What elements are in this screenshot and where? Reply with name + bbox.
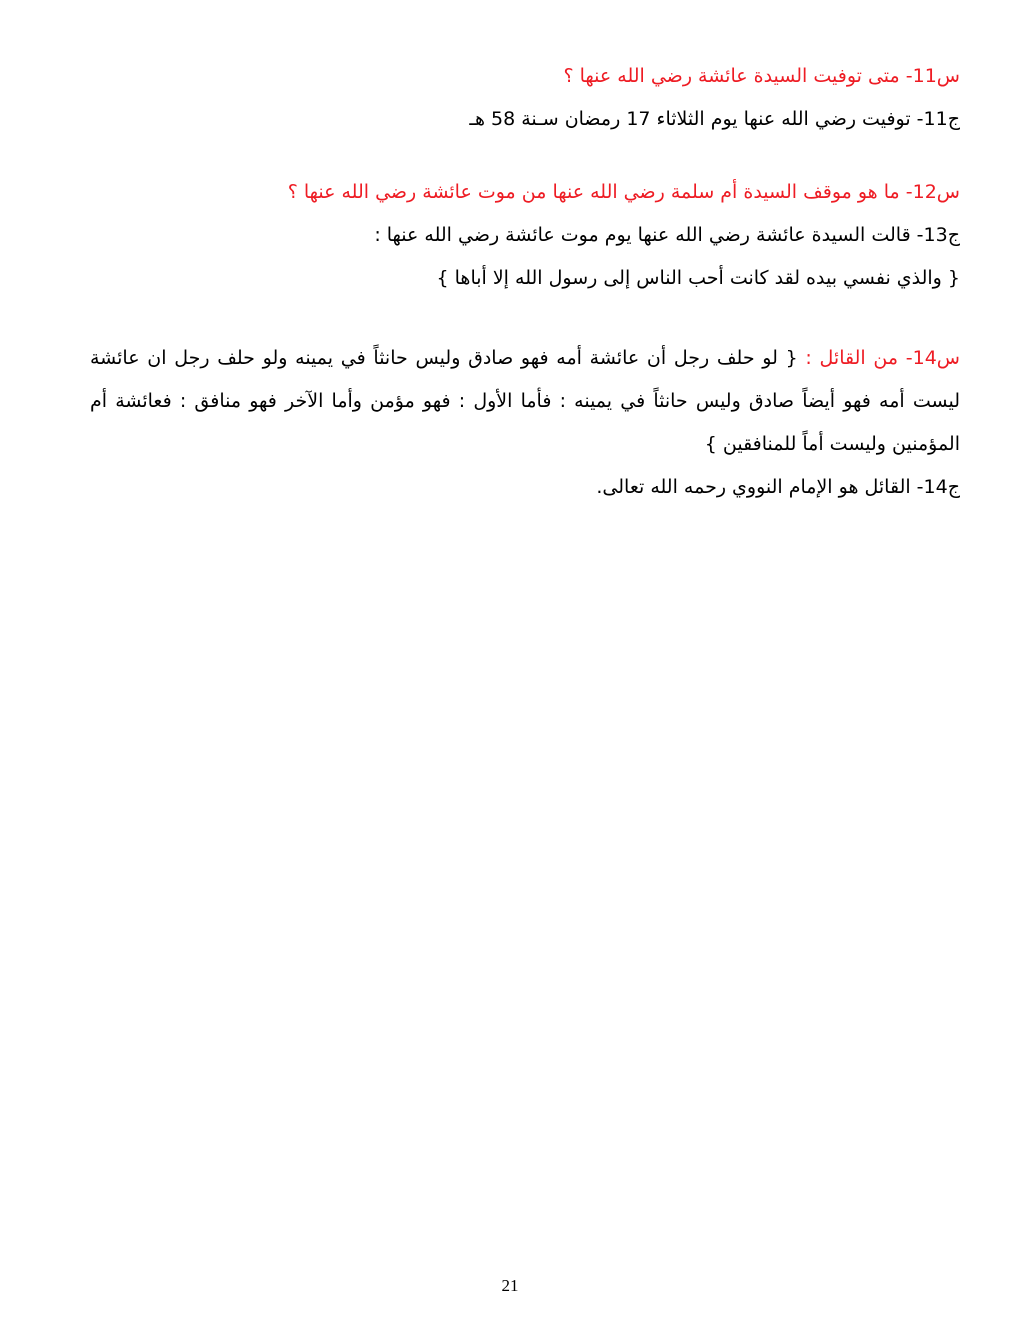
question-14-label: س14- من القائل : <box>805 347 960 369</box>
question-14-quote: { لو حلف رجل أن عائشة أمه فهو صادق وليس حانثاً في يمينه ولو حلف رجل ان عائشة ليست أمه فهو أيضاً صادق وليس حانثاً في يمينه : فأما الأول : فهو مؤمن وأما الآخر فهو منافق : فعائشة أم المؤمنين وليست أماً للمنافقين } <box>90 347 960 455</box>
page-number: 21 <box>501 1276 519 1295</box>
question-12: س12- ما هو موقف السيدة أم سلمة رضي الله عنها من موت عائشة رضي الله عنها ؟ <box>287 181 960 203</box>
qa-content <box>90 62 960 516</box>
question-14 <box>90 337 960 466</box>
answer-12-line-1: ج13- قالت السيدة عائشة رضي الله عنها يوم موت عائشة رضي الله عنها : <box>374 224 960 246</box>
answer-11: ج11- توفيت رضي الله عنها يوم الثلاثاء 17 رمضان سـنة 58 هـ <box>469 108 960 130</box>
answer-12-line-2: { والذي نفسي بيده لقد كانت أحب الناس إلى رسول الله إلا أباها } <box>436 267 960 289</box>
spacer <box>90 307 960 337</box>
spacer <box>90 148 960 178</box>
question-11: س11- متى توفيت السيدة عائشة رضي الله عنها ؟ <box>563 65 960 87</box>
answer-14: ج14- القائل هو الإمام النووي رحمه الله تعالى. <box>596 476 960 498</box>
